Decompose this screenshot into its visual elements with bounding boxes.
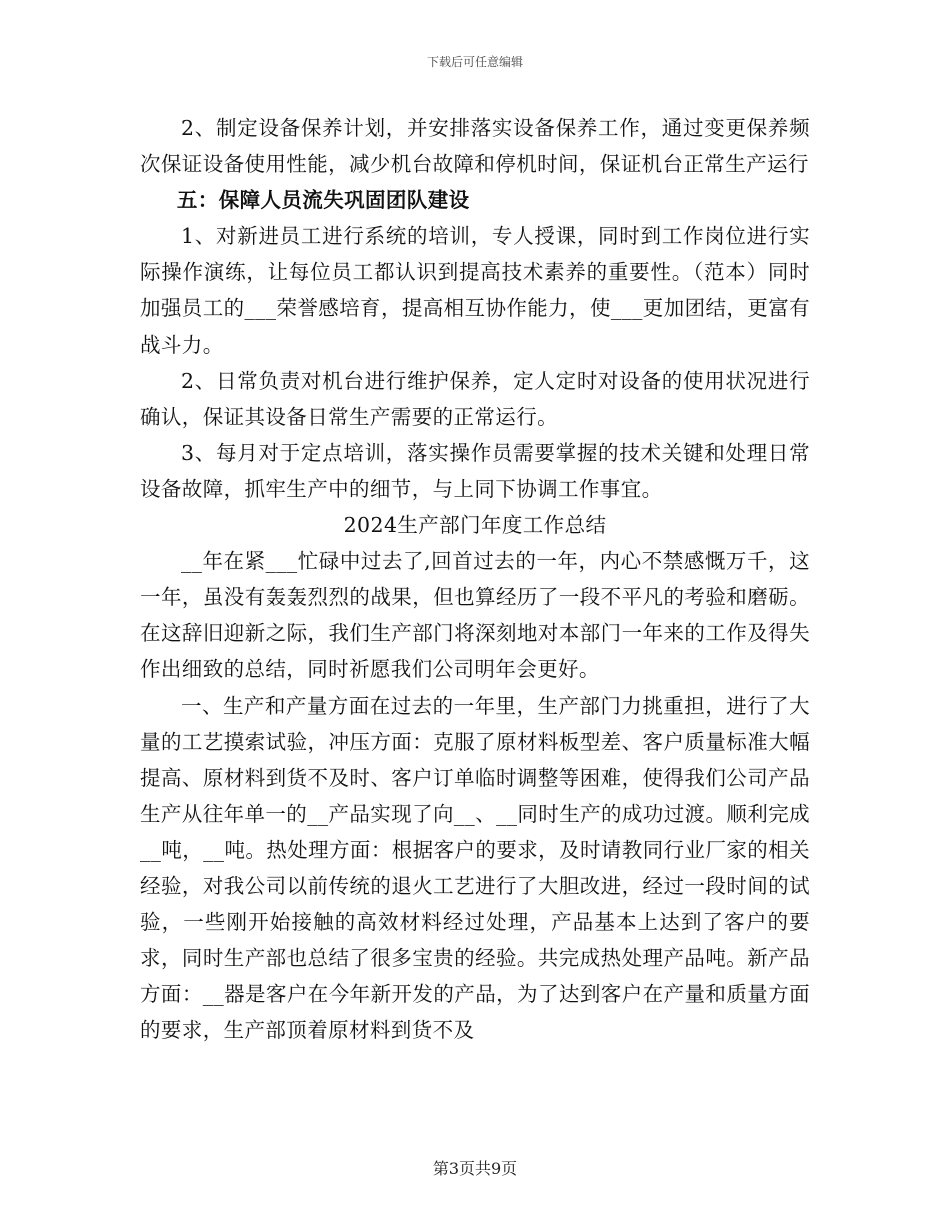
paragraph-intro: __年在紧___忙碌中过去了,回首过去的一年，内心不禁感慨万千，这一年，虽没有轰轰烈烈的战果，但也算经历了一段不平凡的考验和磨砺。在这辞旧迎新之际，我们生产部门将深刻地对本部门一年来的工作及得失作出细致的总结，同时祈愿我们公司明年会更好。	[140, 549, 810, 682]
paragraph-training-3: 3、每月对于定点培训，落实操作员需要掌握的技术关键和处理日常设备故障，抓牢生产中的细节，与上同下协调工作事宜。	[140, 440, 810, 501]
paragraph-maintenance-plan: 2、制定设备保养计划，并安排落实设备保养工作，通过变更保养频次保证设备使用性能，减少机台故障和停机时间，保证机台正常生产运行	[140, 116, 810, 177]
document-title: 2024生产部门年度工作总结	[343, 513, 607, 538]
document-body	[140, 110, 810, 1048]
header-note: 下载后可任意编辑	[426, 55, 523, 69]
paragraph-section-1: 一、生产和产量方面在过去的一年里，生产部门力挑重担，进行了大量的工艺摸索试验，冲压方面：克服了原材料板型差、客户质量标准大幅提高、原材料到货不及时、客户订单临时调整等困难，使得我们公司产品生产从往年单一的__产品实现了向__、__同时生产的成功过渡。顺利完成__吨，__吨。热处理方面：根据客户的要求，及时请教同行业厂家的相关经验，对我公司以前传统的退火工艺进行了大胆改进，经过一段时间的试验，一些刚开始接触的高效材料经过处理，产品基本上达到了客户的要求，同时生产部也总结了很多宝贵的经验。共完成热处理产品吨。新产品方面：__器是客户在今年新开发的产品，为了达到客户在产量和质量方面的要求，生产部顶着原材料到货不及	[140, 693, 810, 1043]
paragraph-training-2: 2、日常负责对机台进行维护保养，定人定时对设备的使用状况进行确认，保证其设备日常生产需要的正常运行。	[140, 368, 810, 429]
paragraph-training-1: 1、对新进员工进行系统的培训，专人授课，同时到工作岗位进行实际操作演练，让每位员工都认识到提高技术素养的重要性。（范本）同时加强员工的___荣誉感培育，提高相互协作能力，使___更加团结，更富有战斗力。	[140, 224, 810, 357]
page-number: 第3页共9页	[432, 1159, 518, 1178]
section-heading-team-building: 五：保障人员流失巩固团队建设	[176, 188, 470, 213]
